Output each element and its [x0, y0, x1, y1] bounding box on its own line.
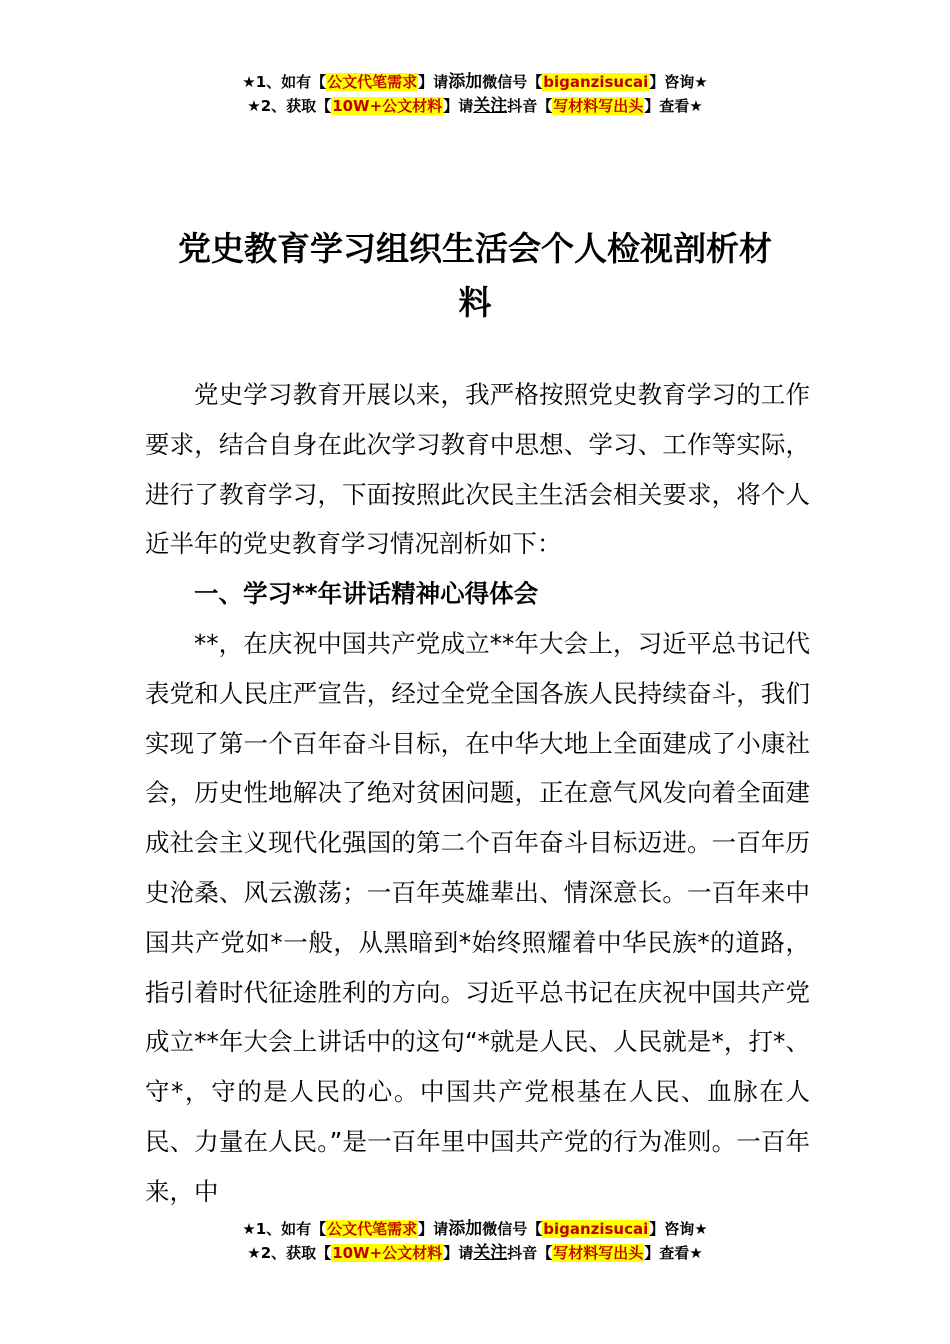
banner-line-2	[0, 1241, 950, 1265]
banner-emphasis: 添加	[448, 72, 483, 92]
banner-text: 】咨询★	[649, 1220, 708, 1238]
banner-emphasis: 关注	[473, 96, 508, 116]
banner-text: 】请	[443, 97, 474, 115]
banner-highlight: 10W+公文材料	[332, 1244, 443, 1262]
title-line-2: 料	[458, 283, 492, 322]
banner-highlight: 公文代笔需求	[327, 73, 418, 91]
banner-line-1	[0, 70, 950, 94]
banner-text: ★2、获取【	[247, 1244, 332, 1262]
banner-text: 】请	[418, 1220, 449, 1238]
banner-text: 微信号【	[482, 1220, 543, 1238]
section-paragraph: **，在庆祝中国共产党成立**年大会上，习近平总书记代表党和人民庄严宣告，经过全党全国各族人民持续奋斗，我们实现了第一个百年奋斗目标，在中华大地上全面建成了小康社会，历史性地解决了绝对贫困问题，正在意气风发向着全面建成社会主义现代化强国的第二个百年奋斗目标迈进。一百年历史沧桑、风云激荡；一百年英雄辈出、情深意长。一百年来中国共产党如*一般，从黑暗到*始终照耀着中华民族*的道路，指引着时代征途胜利的方向。习近平总书记在庆祝中国共产党成立**年大会上讲话中的这句“*就是人民、人民就是*，打*、守*，守的是人民的心。中国共产党根基在人民、血脉在人民、力量在人民。”是一百年里中国共产党的行为准则。一百年来，中	[145, 628, 810, 1206]
banner-highlight: biganzisucai	[543, 1220, 649, 1238]
banner-text: ★1、如有【	[242, 1220, 327, 1238]
banner-text: 】咨询★	[649, 73, 708, 91]
section-heading: 一、学习**年讲话精神心得体会	[194, 579, 539, 609]
banner-text: 微信号【	[482, 73, 543, 91]
banner-text: 抖音【	[507, 97, 553, 115]
document-body	[145, 370, 810, 1217]
banner-highlight: 公文代笔需求	[327, 1220, 418, 1238]
banner-highlight: 写材料写出头	[553, 97, 644, 115]
document-title	[0, 222, 950, 330]
banner-line-1	[0, 1217, 950, 1241]
banner-text: 】请	[418, 73, 449, 91]
banner-highlight: biganzisucai	[543, 73, 649, 91]
banner-text: ★2、获取【	[247, 97, 332, 115]
header-banner	[0, 70, 950, 118]
banner-line-2	[0, 94, 950, 118]
banner-text: 抖音【	[507, 1244, 553, 1262]
banner-highlight: 10W+公文材料	[332, 97, 443, 115]
footer-banner	[0, 1217, 950, 1265]
banner-text: 】请	[443, 1244, 474, 1262]
banner-text: 】查看★	[644, 1244, 703, 1262]
intro-paragraph: 党史学习教育开展以来，我严格按照党史教育学习的工作要求，结合自身在此次学习教育中思想、学习、工作等实际，进行了教育学习，下面按照此次民主生活会相关要求，将个人近半年的党史教育学习情况剖析如下：	[145, 380, 810, 559]
banner-emphasis: 关注	[473, 1243, 508, 1263]
banner-text: ★1、如有【	[242, 73, 327, 91]
banner-text: 】查看★	[644, 97, 703, 115]
title-line-1: 党史教育学习组织生活会个人检视剖析材	[178, 229, 772, 268]
banner-highlight: 写材料写出头	[553, 1244, 644, 1262]
banner-emphasis: 添加	[448, 1219, 483, 1239]
